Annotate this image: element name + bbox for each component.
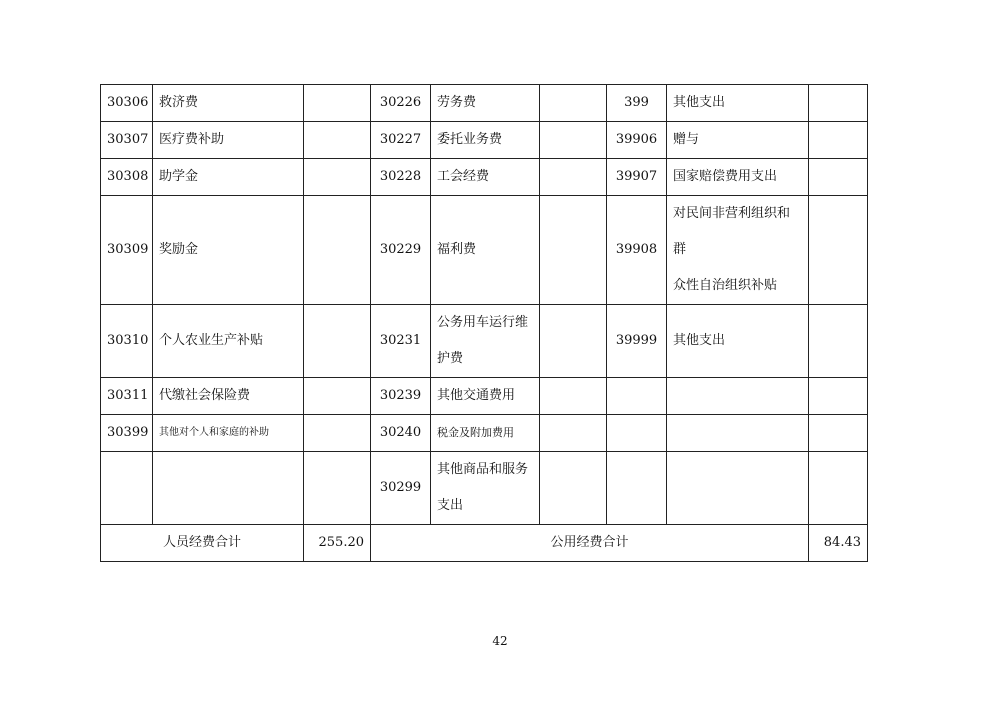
item-name: 其他对个人和家庭的补助	[153, 415, 304, 452]
item-name: 奖励金	[153, 196, 304, 305]
item-code: 399	[607, 85, 667, 122]
public-total-label: 公用经费合计	[371, 525, 809, 562]
item-code: 30226	[371, 85, 431, 122]
item-name-line: 对民间非营利组织和群	[673, 206, 791, 257]
table-row	[101, 378, 868, 415]
expense-classification-table	[100, 84, 868, 562]
item-code: 30239	[371, 378, 431, 415]
item-code	[607, 378, 667, 415]
item-amount	[304, 305, 371, 378]
item-amount	[809, 196, 868, 305]
item-code: 30231	[371, 305, 431, 378]
item-name: 国家赔偿费用支出	[667, 159, 809, 196]
item-name	[667, 415, 809, 452]
item-amount	[809, 159, 868, 196]
item-code: 39906	[607, 122, 667, 159]
item-code: 30240	[371, 415, 431, 452]
item-code	[607, 452, 667, 525]
item-code: 30310	[101, 305, 153, 378]
item-name: 税金及附加费用	[431, 415, 540, 452]
table-row	[101, 415, 868, 452]
item-amount	[540, 452, 607, 525]
table-row	[101, 159, 868, 196]
item-amount	[809, 378, 868, 415]
item-amount	[809, 85, 868, 122]
item-code	[101, 452, 153, 525]
item-name-line: 众性自治组织补贴	[673, 278, 778, 293]
item-code: 30399	[101, 415, 153, 452]
item-name	[431, 452, 540, 525]
item-name	[667, 378, 809, 415]
item-amount	[540, 122, 607, 159]
item-code: 30227	[371, 122, 431, 159]
item-name: 委托业务费	[431, 122, 540, 159]
item-amount	[540, 159, 607, 196]
item-code: 30306	[101, 85, 153, 122]
personnel-total-value: 255.20	[304, 525, 371, 562]
item-amount	[540, 196, 607, 305]
item-name: 赠与	[667, 122, 809, 159]
item-name: 其他交通费用	[431, 378, 540, 415]
item-amount	[809, 452, 868, 525]
item-name	[431, 305, 540, 378]
item-amount	[809, 305, 868, 378]
item-code: 30309	[101, 196, 153, 305]
item-name	[153, 452, 304, 525]
item-name: 其他支出	[667, 85, 809, 122]
item-name: 劳务费	[431, 85, 540, 122]
totals-row	[101, 525, 868, 562]
item-name: 工会经费	[431, 159, 540, 196]
table-row	[101, 452, 868, 525]
item-amount	[304, 452, 371, 525]
item-amount	[304, 196, 371, 305]
item-name	[667, 196, 809, 305]
item-name-line: 其他商品和服务	[437, 462, 529, 477]
item-amount	[809, 122, 868, 159]
item-name: 代缴社会保险费	[153, 378, 304, 415]
item-name: 医疗费补助	[153, 122, 304, 159]
item-amount	[540, 378, 607, 415]
item-code: 30308	[101, 159, 153, 196]
item-name: 其他支出	[667, 305, 809, 378]
item-amount	[540, 85, 607, 122]
item-code: 30311	[101, 378, 153, 415]
item-name-line: 支出	[437, 498, 464, 513]
item-name-line: 公务用车运行维	[437, 315, 529, 330]
item-name	[667, 452, 809, 525]
item-code: 39908	[607, 196, 667, 305]
item-amount	[304, 159, 371, 196]
page-number: 42	[492, 634, 508, 648]
item-code: 30228	[371, 159, 431, 196]
item-amount	[809, 415, 868, 452]
item-amount	[304, 378, 371, 415]
item-name: 助学金	[153, 159, 304, 196]
item-name: 救济费	[153, 85, 304, 122]
item-amount	[540, 415, 607, 452]
item-code	[607, 415, 667, 452]
table-row	[101, 305, 868, 378]
table-row	[101, 85, 868, 122]
table-row	[101, 196, 868, 305]
table-row	[101, 122, 868, 159]
item-code: 30229	[371, 196, 431, 305]
item-code: 30307	[101, 122, 153, 159]
item-name: 福利费	[431, 196, 540, 305]
item-amount	[304, 415, 371, 452]
item-code: 39907	[607, 159, 667, 196]
item-code: 39999	[607, 305, 667, 378]
public-total-value: 84.43	[809, 525, 868, 562]
item-amount	[304, 85, 371, 122]
item-name-line: 护费	[437, 351, 464, 366]
personnel-total-label: 人员经费合计	[101, 525, 304, 562]
item-name: 个人农业生产补贴	[153, 305, 304, 378]
item-amount	[304, 122, 371, 159]
item-code: 30299	[371, 452, 431, 525]
item-amount	[540, 305, 607, 378]
